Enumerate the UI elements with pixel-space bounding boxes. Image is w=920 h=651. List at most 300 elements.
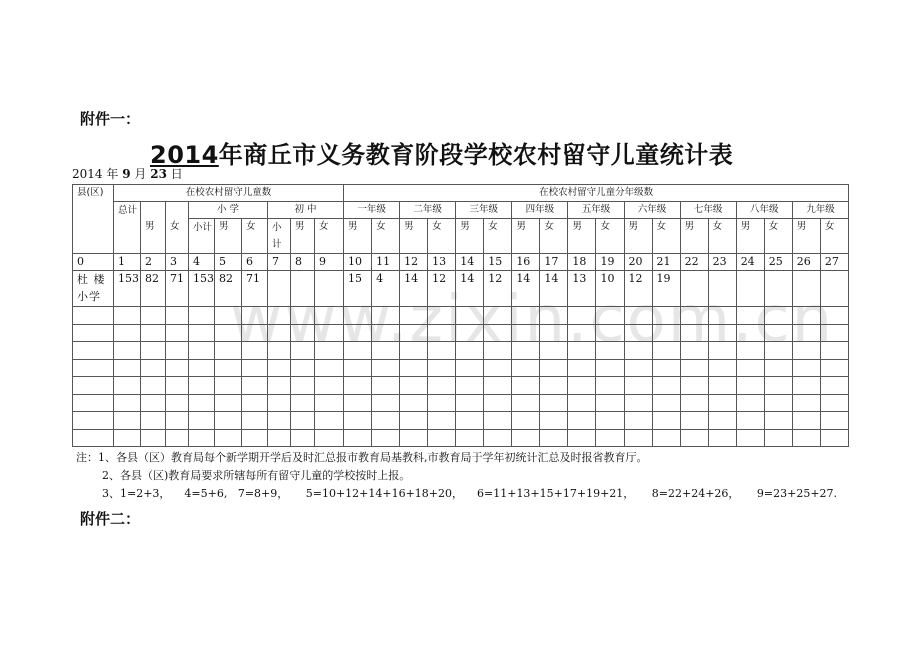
empty-cell bbox=[141, 377, 166, 395]
table-cell: 153 bbox=[189, 271, 215, 307]
empty-cell bbox=[114, 324, 141, 342]
empty-cell bbox=[141, 359, 166, 377]
column-index: 13 bbox=[428, 254, 456, 271]
empty-cell bbox=[820, 412, 848, 430]
empty-cell bbox=[315, 342, 344, 360]
empty-cell bbox=[484, 307, 512, 325]
empty-row bbox=[73, 324, 849, 342]
note-3: 3、1=2+3， 4=5+6, 7=8+9， 5=10+12+14+16+18+20， 6=11+13+15+17+19+21， 8=22+24+26， 9=23+25+27. bbox=[102, 487, 838, 500]
empty-cell bbox=[624, 324, 652, 342]
index-row bbox=[73, 254, 849, 271]
empty-cell bbox=[512, 359, 540, 377]
empty-cell bbox=[652, 394, 680, 412]
empty-cell bbox=[568, 412, 596, 430]
male-header: 男 bbox=[568, 219, 596, 254]
subtotal-header: 小计 bbox=[189, 219, 215, 254]
empty-cell bbox=[400, 377, 428, 395]
column-index: 6 bbox=[242, 254, 268, 271]
empty-cell bbox=[512, 412, 540, 430]
male-header: 男 bbox=[456, 219, 484, 254]
table-cell: 12 bbox=[428, 271, 456, 307]
empty-cell bbox=[315, 394, 344, 412]
empty-cell bbox=[596, 429, 624, 447]
empty-cell bbox=[73, 394, 114, 412]
note-2: 2、各县（区)教育局要求所辖每所有留守儿童的学校按时上报。 bbox=[102, 469, 411, 482]
empty-cell bbox=[652, 412, 680, 430]
date-month: 9 bbox=[122, 167, 131, 181]
empty-cell bbox=[400, 412, 428, 430]
column-index: 2 bbox=[141, 254, 166, 271]
empty-cell bbox=[372, 324, 400, 342]
empty-cell bbox=[291, 412, 315, 430]
school-name: 杜 楼 小学 bbox=[73, 271, 114, 307]
empty-cell bbox=[315, 359, 344, 377]
statistics-table bbox=[72, 184, 849, 447]
column-index: 14 bbox=[456, 254, 484, 271]
empty-cell bbox=[736, 377, 764, 395]
empty-cell bbox=[268, 324, 291, 342]
empty-cell bbox=[596, 342, 624, 360]
empty-cell bbox=[242, 429, 268, 447]
empty-cell bbox=[268, 412, 291, 430]
empty-cell bbox=[189, 307, 215, 325]
grade-breakdown-header: 在校农村留守儿童分年级数 bbox=[344, 185, 849, 202]
table-cell: 82 bbox=[215, 271, 242, 307]
empty-cell bbox=[268, 377, 291, 395]
empty-cell bbox=[540, 324, 568, 342]
empty-cell bbox=[400, 359, 428, 377]
empty-cell bbox=[428, 412, 456, 430]
column-index: 21 bbox=[652, 254, 680, 271]
empty-cell bbox=[189, 324, 215, 342]
grade-header: 六年级 bbox=[624, 202, 680, 219]
empty-cell bbox=[820, 342, 848, 360]
empty-cell bbox=[512, 429, 540, 447]
empty-cell bbox=[372, 412, 400, 430]
empty-cell bbox=[708, 377, 736, 395]
female-header: 女 bbox=[652, 219, 680, 254]
empty-cell bbox=[708, 394, 736, 412]
empty-cell bbox=[456, 412, 484, 430]
empty-cell bbox=[708, 342, 736, 360]
empty-cell bbox=[736, 429, 764, 447]
grade-header: 九年级 bbox=[792, 202, 848, 219]
empty-cell bbox=[484, 394, 512, 412]
empty-cell bbox=[428, 377, 456, 395]
empty-row bbox=[73, 307, 849, 325]
empty-cell bbox=[568, 307, 596, 325]
empty-cell bbox=[456, 324, 484, 342]
empty-cell bbox=[540, 429, 568, 447]
column-index: 11 bbox=[372, 254, 400, 271]
column-index: 4 bbox=[189, 254, 215, 271]
note-1: 注：1、各县（区）教育局每个新学期开学后及时汇总报市教育局基教科,市教育局于学年初统计汇总及时报省教育厅。 bbox=[76, 451, 648, 464]
empty-cell bbox=[291, 359, 315, 377]
empty-cell bbox=[484, 324, 512, 342]
empty-cell bbox=[141, 412, 166, 430]
column-index: 5 bbox=[215, 254, 242, 271]
date-month-unit: 月 bbox=[134, 167, 147, 181]
empty-cell bbox=[680, 412, 708, 430]
empty-cell bbox=[268, 307, 291, 325]
empty-cell bbox=[189, 377, 215, 395]
empty-cell bbox=[242, 342, 268, 360]
empty-cell bbox=[166, 307, 189, 325]
empty-cell bbox=[242, 359, 268, 377]
table-cell: 71 bbox=[166, 271, 189, 307]
junior-header: 初 中 bbox=[268, 202, 344, 219]
female-header: 女 bbox=[166, 202, 189, 254]
empty-cell bbox=[624, 342, 652, 360]
empty-cell bbox=[114, 377, 141, 395]
column-index: 8 bbox=[291, 254, 315, 271]
table-cell bbox=[820, 271, 848, 307]
empty-cell bbox=[400, 342, 428, 360]
empty-cell bbox=[484, 377, 512, 395]
empty-cell bbox=[456, 307, 484, 325]
empty-cell bbox=[428, 394, 456, 412]
empty-cell bbox=[792, 377, 820, 395]
empty-cell bbox=[344, 394, 372, 412]
table-cell bbox=[680, 271, 708, 307]
empty-cell bbox=[344, 342, 372, 360]
empty-cell bbox=[215, 307, 242, 325]
empty-cell bbox=[268, 429, 291, 447]
empty-cell bbox=[344, 429, 372, 447]
empty-cell bbox=[189, 394, 215, 412]
empty-cell bbox=[291, 307, 315, 325]
column-index: 9 bbox=[315, 254, 344, 271]
female-header: 女 bbox=[708, 219, 736, 254]
column-index: 7 bbox=[268, 254, 291, 271]
male-header: 男 bbox=[680, 219, 708, 254]
empty-cell bbox=[736, 342, 764, 360]
empty-cell bbox=[512, 394, 540, 412]
empty-cell bbox=[166, 412, 189, 430]
male-header: 男 bbox=[400, 219, 428, 254]
empty-cell bbox=[652, 359, 680, 377]
empty-cell bbox=[596, 359, 624, 377]
empty-cell bbox=[764, 394, 792, 412]
title-year: 2014 bbox=[150, 141, 219, 169]
empty-cell bbox=[215, 412, 242, 430]
female-header: 女 bbox=[540, 219, 568, 254]
report-date bbox=[72, 165, 183, 182]
empty-row bbox=[73, 412, 849, 430]
empty-cell bbox=[344, 359, 372, 377]
empty-cell bbox=[736, 394, 764, 412]
empty-cell bbox=[484, 342, 512, 360]
empty-cell bbox=[114, 307, 141, 325]
table-cell: 4 bbox=[372, 271, 400, 307]
female-header: 女 bbox=[764, 219, 792, 254]
empty-cell bbox=[764, 324, 792, 342]
table-cell: 14 bbox=[512, 271, 540, 307]
empty-cell bbox=[680, 324, 708, 342]
female-header: 女 bbox=[372, 219, 400, 254]
empty-cell bbox=[568, 324, 596, 342]
empty-cell bbox=[166, 342, 189, 360]
empty-cell bbox=[456, 342, 484, 360]
empty-cell bbox=[652, 307, 680, 325]
empty-cell bbox=[166, 377, 189, 395]
empty-cell bbox=[820, 377, 848, 395]
empty-cell bbox=[73, 429, 114, 447]
empty-cell bbox=[141, 307, 166, 325]
empty-cell bbox=[764, 359, 792, 377]
empty-cell bbox=[596, 394, 624, 412]
empty-cell bbox=[215, 394, 242, 412]
date-day: 23 bbox=[150, 167, 167, 181]
empty-cell bbox=[680, 394, 708, 412]
male-header: 男 bbox=[344, 219, 372, 254]
empty-cell bbox=[242, 377, 268, 395]
grade-header: 七年级 bbox=[680, 202, 736, 219]
empty-cell bbox=[73, 377, 114, 395]
empty-cell bbox=[764, 377, 792, 395]
empty-cell bbox=[268, 394, 291, 412]
empty-cell bbox=[215, 342, 242, 360]
empty-cell bbox=[344, 377, 372, 395]
table-cell: 12 bbox=[624, 271, 652, 307]
table-cell bbox=[708, 271, 736, 307]
grade-header: 一年级 bbox=[344, 202, 400, 219]
empty-cell bbox=[73, 342, 114, 360]
header-row-1 bbox=[73, 185, 849, 202]
empty-cell bbox=[484, 359, 512, 377]
table-cell bbox=[268, 271, 291, 307]
empty-cell bbox=[764, 412, 792, 430]
empty-cell bbox=[540, 377, 568, 395]
empty-cell bbox=[114, 412, 141, 430]
empty-cell bbox=[73, 412, 114, 430]
empty-cell bbox=[428, 324, 456, 342]
empty-cell bbox=[315, 412, 344, 430]
empty-cell bbox=[512, 342, 540, 360]
column-index: 16 bbox=[512, 254, 540, 271]
empty-cell bbox=[291, 342, 315, 360]
grade-header: 五年级 bbox=[568, 202, 624, 219]
empty-cell bbox=[400, 307, 428, 325]
table-cell: 82 bbox=[141, 271, 166, 307]
empty-cell bbox=[708, 429, 736, 447]
empty-cell bbox=[315, 377, 344, 395]
empty-cell bbox=[708, 307, 736, 325]
empty-cell bbox=[114, 342, 141, 360]
empty-cell bbox=[141, 429, 166, 447]
table-cell bbox=[792, 271, 820, 307]
empty-cell bbox=[540, 394, 568, 412]
table-cell: 19 bbox=[652, 271, 680, 307]
empty-cell bbox=[792, 429, 820, 447]
empty-cell bbox=[568, 394, 596, 412]
empty-cell bbox=[268, 342, 291, 360]
empty-cell bbox=[400, 324, 428, 342]
empty-cell bbox=[315, 324, 344, 342]
empty-cell bbox=[73, 307, 114, 325]
empty-cell bbox=[428, 342, 456, 360]
female-header: 女 bbox=[315, 219, 344, 254]
empty-cell bbox=[820, 324, 848, 342]
male-header: 男 bbox=[291, 219, 315, 254]
empty-cell bbox=[141, 324, 166, 342]
date-year-unit: 年 bbox=[106, 167, 119, 181]
empty-cell bbox=[242, 394, 268, 412]
empty-cell bbox=[596, 324, 624, 342]
empty-cell bbox=[680, 342, 708, 360]
empty-cell bbox=[512, 324, 540, 342]
empty-cell bbox=[792, 324, 820, 342]
empty-cell bbox=[596, 377, 624, 395]
empty-cell bbox=[708, 359, 736, 377]
column-index: 27 bbox=[820, 254, 848, 271]
empty-cell bbox=[291, 324, 315, 342]
empty-cell bbox=[624, 412, 652, 430]
empty-cell bbox=[141, 394, 166, 412]
left-stay-children-header: 在校农村留守儿童数 bbox=[114, 185, 344, 202]
male-header: 男 bbox=[624, 219, 652, 254]
page-title bbox=[150, 135, 733, 170]
empty-cell bbox=[189, 429, 215, 447]
table-cell: 13 bbox=[568, 271, 596, 307]
empty-cell bbox=[680, 359, 708, 377]
empty-cell bbox=[166, 324, 189, 342]
empty-cell bbox=[215, 429, 242, 447]
empty-cell bbox=[764, 429, 792, 447]
empty-cell bbox=[820, 307, 848, 325]
empty-cell bbox=[568, 342, 596, 360]
table-cell: 12 bbox=[484, 271, 512, 307]
empty-cell bbox=[792, 394, 820, 412]
empty-cell bbox=[114, 429, 141, 447]
female-header: 女 bbox=[820, 219, 848, 254]
empty-cell bbox=[456, 394, 484, 412]
empty-cell bbox=[242, 412, 268, 430]
column-index: 12 bbox=[400, 254, 428, 271]
date-day-unit: 日 bbox=[170, 167, 183, 181]
empty-cell bbox=[708, 324, 736, 342]
date-year: 2014 bbox=[72, 167, 103, 181]
empty-cell bbox=[596, 412, 624, 430]
empty-cell bbox=[400, 429, 428, 447]
empty-cell bbox=[540, 342, 568, 360]
empty-cell bbox=[568, 429, 596, 447]
empty-cell bbox=[166, 359, 189, 377]
column-index: 18 bbox=[568, 254, 596, 271]
male-header: 男 bbox=[736, 219, 764, 254]
header-row-2 bbox=[73, 202, 849, 219]
empty-cell bbox=[428, 359, 456, 377]
empty-cell bbox=[456, 377, 484, 395]
empty-cell bbox=[596, 307, 624, 325]
empty-cell bbox=[652, 377, 680, 395]
column-index: 20 bbox=[624, 254, 652, 271]
empty-cell bbox=[372, 377, 400, 395]
column-index: 23 bbox=[708, 254, 736, 271]
empty-cell bbox=[73, 359, 114, 377]
empty-cell bbox=[624, 359, 652, 377]
grade-header: 二年级 bbox=[400, 202, 456, 219]
empty-cell bbox=[624, 429, 652, 447]
male-header: 男 bbox=[792, 219, 820, 254]
primary-header: 小 学 bbox=[189, 202, 268, 219]
empty-cell bbox=[540, 412, 568, 430]
table-cell: 14 bbox=[400, 271, 428, 307]
column-index: 17 bbox=[540, 254, 568, 271]
empty-cell bbox=[400, 394, 428, 412]
empty-cell bbox=[242, 324, 268, 342]
table-row bbox=[73, 271, 849, 307]
empty-cell bbox=[456, 359, 484, 377]
empty-cell bbox=[792, 412, 820, 430]
empty-cell bbox=[820, 429, 848, 447]
empty-cell bbox=[736, 307, 764, 325]
empty-cell bbox=[792, 307, 820, 325]
table-cell: 15 bbox=[344, 271, 372, 307]
column-index: 26 bbox=[792, 254, 820, 271]
empty-cell bbox=[456, 429, 484, 447]
empty-cell bbox=[764, 342, 792, 360]
empty-cell bbox=[372, 394, 400, 412]
empty-cell bbox=[189, 412, 215, 430]
empty-cell bbox=[624, 377, 652, 395]
empty-cell bbox=[315, 429, 344, 447]
male-header: 男 bbox=[512, 219, 540, 254]
empty-cell bbox=[291, 429, 315, 447]
empty-cell bbox=[764, 307, 792, 325]
empty-row bbox=[73, 359, 849, 377]
empty-cell bbox=[792, 342, 820, 360]
empty-cell bbox=[372, 342, 400, 360]
male-header: 男 bbox=[141, 202, 166, 254]
empty-cell bbox=[215, 377, 242, 395]
grade-header: 八年级 bbox=[736, 202, 792, 219]
empty-cell bbox=[372, 307, 400, 325]
empty-cell bbox=[652, 324, 680, 342]
empty-cell bbox=[736, 412, 764, 430]
empty-cell bbox=[189, 359, 215, 377]
table-cell bbox=[764, 271, 792, 307]
empty-cell bbox=[540, 307, 568, 325]
empty-cell bbox=[189, 342, 215, 360]
empty-cell bbox=[652, 342, 680, 360]
empty-cell bbox=[680, 307, 708, 325]
male-header: 男 bbox=[215, 219, 242, 254]
table-cell bbox=[315, 271, 344, 307]
empty-cell bbox=[736, 324, 764, 342]
empty-cell bbox=[484, 412, 512, 430]
empty-cell bbox=[315, 307, 344, 325]
table-cell bbox=[291, 271, 315, 307]
empty-cell bbox=[568, 359, 596, 377]
empty-cell bbox=[512, 307, 540, 325]
table-cell: 153 bbox=[114, 271, 141, 307]
table-cell: 14 bbox=[540, 271, 568, 307]
attachment-2-label: 附件二： bbox=[80, 510, 141, 528]
empty-cell bbox=[344, 307, 372, 325]
empty-cell bbox=[652, 429, 680, 447]
column-index: 0 bbox=[73, 254, 114, 271]
empty-cell bbox=[291, 377, 315, 395]
empty-row bbox=[73, 342, 849, 360]
empty-cell bbox=[484, 429, 512, 447]
column-index: 24 bbox=[736, 254, 764, 271]
column-index: 3 bbox=[166, 254, 189, 271]
grade-header: 三年级 bbox=[456, 202, 512, 219]
watermark: www.zixin.com.cn bbox=[230, 283, 835, 357]
female-header: 女 bbox=[596, 219, 624, 254]
table-cell: 10 bbox=[596, 271, 624, 307]
